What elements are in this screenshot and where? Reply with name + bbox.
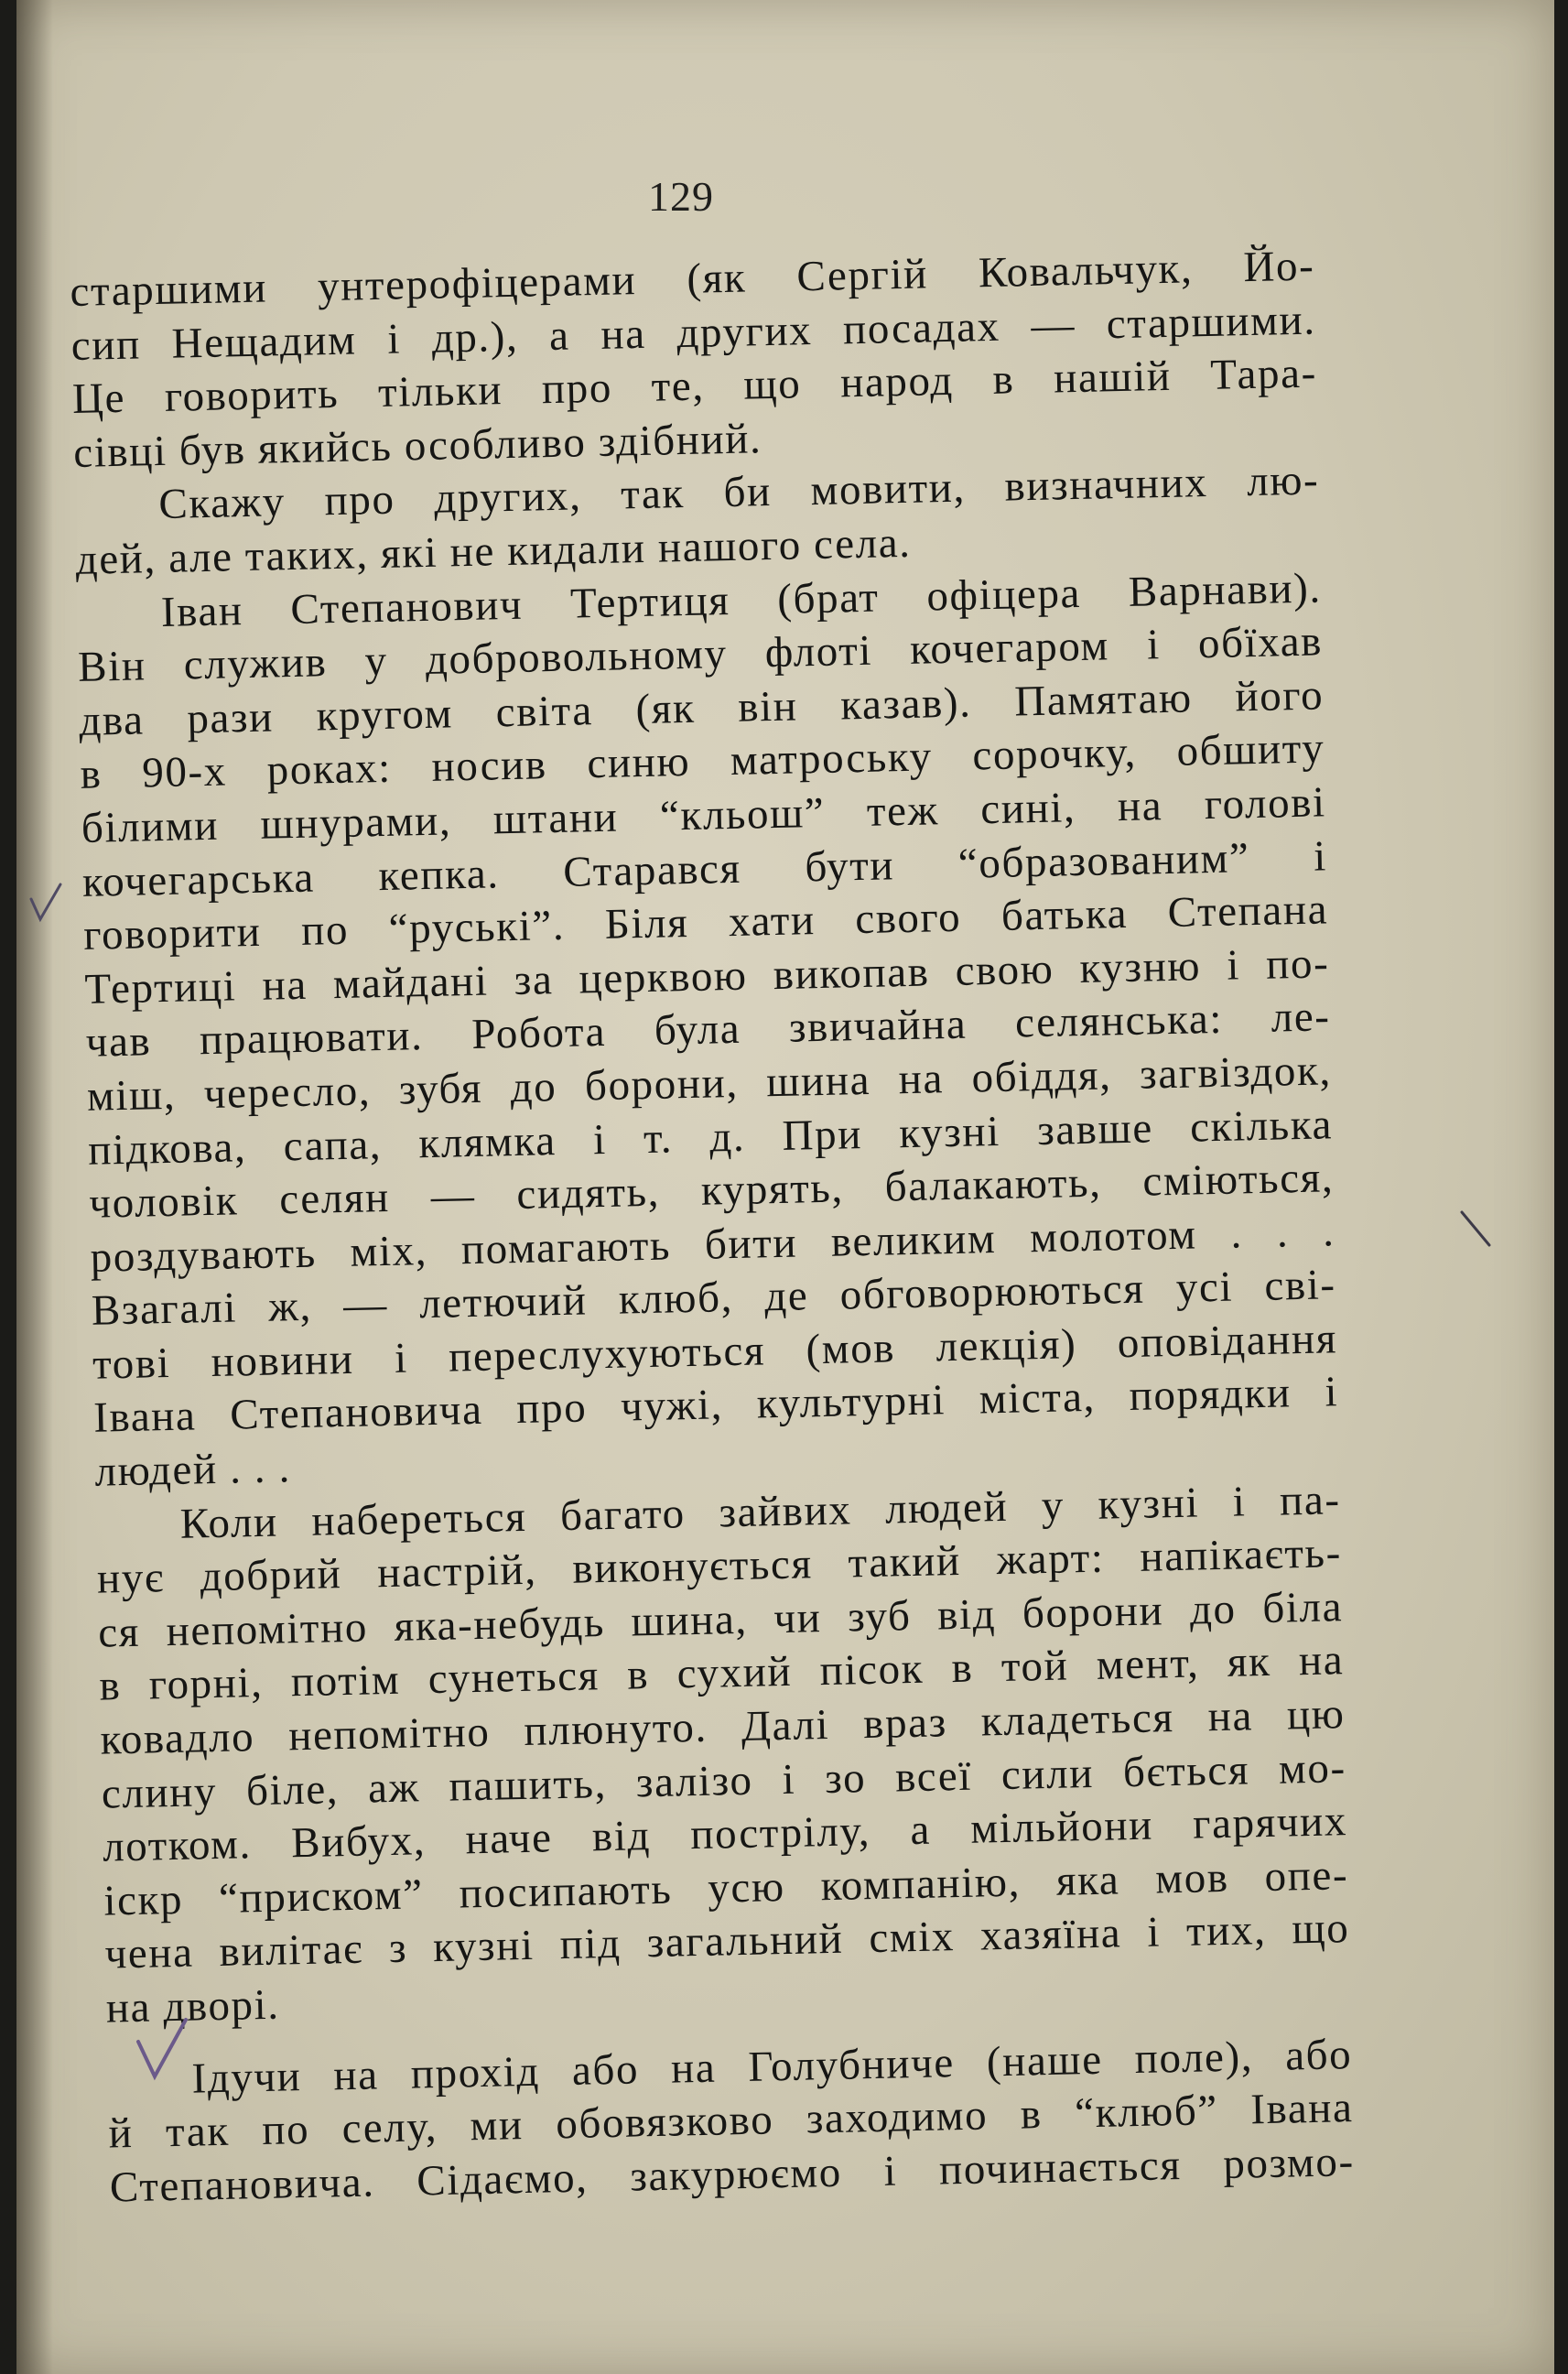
text-line: говорити по “руські”. Біля хати свого батька Степана (82, 885, 1329, 959)
pencil-checkmark-icon (24, 879, 70, 934)
text-line: лотком. Вибух, наче від пострілу, а мільйони гарячих (102, 1797, 1348, 1871)
text-line: підкова, сапа, клямка і т. д. При кузні завше скілька (87, 1100, 1334, 1175)
pencil-tick-icon (1458, 1209, 1495, 1254)
text-line: ся непомітно яка-небудь шина, чи зуб від борони до біла (97, 1583, 1344, 1657)
text-line: Він служив у добровольному флоті кочегаром і обїхав (77, 617, 1324, 692)
text-line: нує добрий настрій, виконується такий жарт: напікаєть- (96, 1529, 1343, 1603)
pencil-checkmark-icon (131, 2014, 195, 2087)
text-line: іскр “приском” посипають усю компанію, яка мов опе- (103, 1850, 1349, 1925)
text-line: Взагалі ж, — летючий клюб, де обговорюються усі сві- (91, 1261, 1337, 1336)
text-line: чав працювати. Робота була звичайна селянська: ле- (85, 992, 1332, 1068)
text-line: міш, чересло, зубя до борони, шина на обіддя, загвіздок, (86, 1046, 1333, 1121)
text-line: старшими унтерофіцерами (як Сергій Ковальчук, Йо- (70, 242, 1315, 316)
text-line: Тертиці на майдані за церквою викопав свою кузню і по- (84, 939, 1330, 1014)
text-line: тові новини і переслухуються (мов лекція) оповідання (92, 1315, 1338, 1389)
text-line: Степановича. Сідаємо, закурюємо і починається розмо- (109, 2137, 1356, 2212)
text-line: Ідучи на прохід або на Голубничe (наше поле), або (190, 2030, 1353, 2103)
text-line: людей . . . (94, 1444, 292, 1496)
text-line: дей, але таких, які не кидали нашого села. (75, 518, 912, 584)
text-line: кочегарська кепка. Старався бути “образованим” і (81, 831, 1328, 906)
text-line: слину біле, аж пашить, залізо і зо всеї сили бється мо- (101, 1743, 1347, 1818)
text-line: білими шнурами, штани “кльош” теж сині, на голові (81, 778, 1327, 852)
text-line: Коли набереться багато зайвих людей у кузні і па- (179, 1475, 1342, 1548)
text-line: Івана Степановича про чужі, культурні міста, порядки і (92, 1368, 1339, 1443)
text-line: чоловік селян — сидять, курять, балакають, сміються, (88, 1154, 1335, 1228)
text-line: чена вилітає з кузні під загальний сміх хазяїна і тих, що (104, 1904, 1350, 1978)
book-page (16, 0, 1554, 2374)
text-line: на дворі. (105, 1980, 281, 2033)
text-line: Скажу про других, так би мовити, визначних лю- (157, 456, 1320, 529)
text-line: два рази кругом світа (як він казав). Памятаю його (78, 671, 1325, 745)
text-line: в 90-х роках: носив синю матроську сорочку, обшиту (80, 724, 1325, 799)
page-number: 129 (648, 173, 714, 220)
body-text (70, 240, 1355, 2215)
text-line: сип Нещадим і др.), а на других посадах — старшими. (70, 296, 1317, 370)
text-line: Це говорить тільки про те, що народ в нашій Тара- (71, 349, 1318, 424)
text-line: Іван Степанович Тертиця (брат офіцера Варнави). (160, 564, 1323, 636)
text-line: роздувають міх, помагають бити великим молотом . . . (90, 1207, 1336, 1282)
text-line: в горні, потім сунеться в сухий пісок в той мент, як на (98, 1636, 1345, 1711)
text-line: сівці був якийсь особливо здібний. (72, 414, 762, 477)
page-edge-shadow (16, 0, 53, 2374)
text-line: й так по селу, ми обовязково заходимо в “клюб” Івана (108, 2084, 1354, 2158)
text-line: ковадло непомітно плюнуто. Далі враз кладеться на цю (100, 1690, 1346, 1764)
